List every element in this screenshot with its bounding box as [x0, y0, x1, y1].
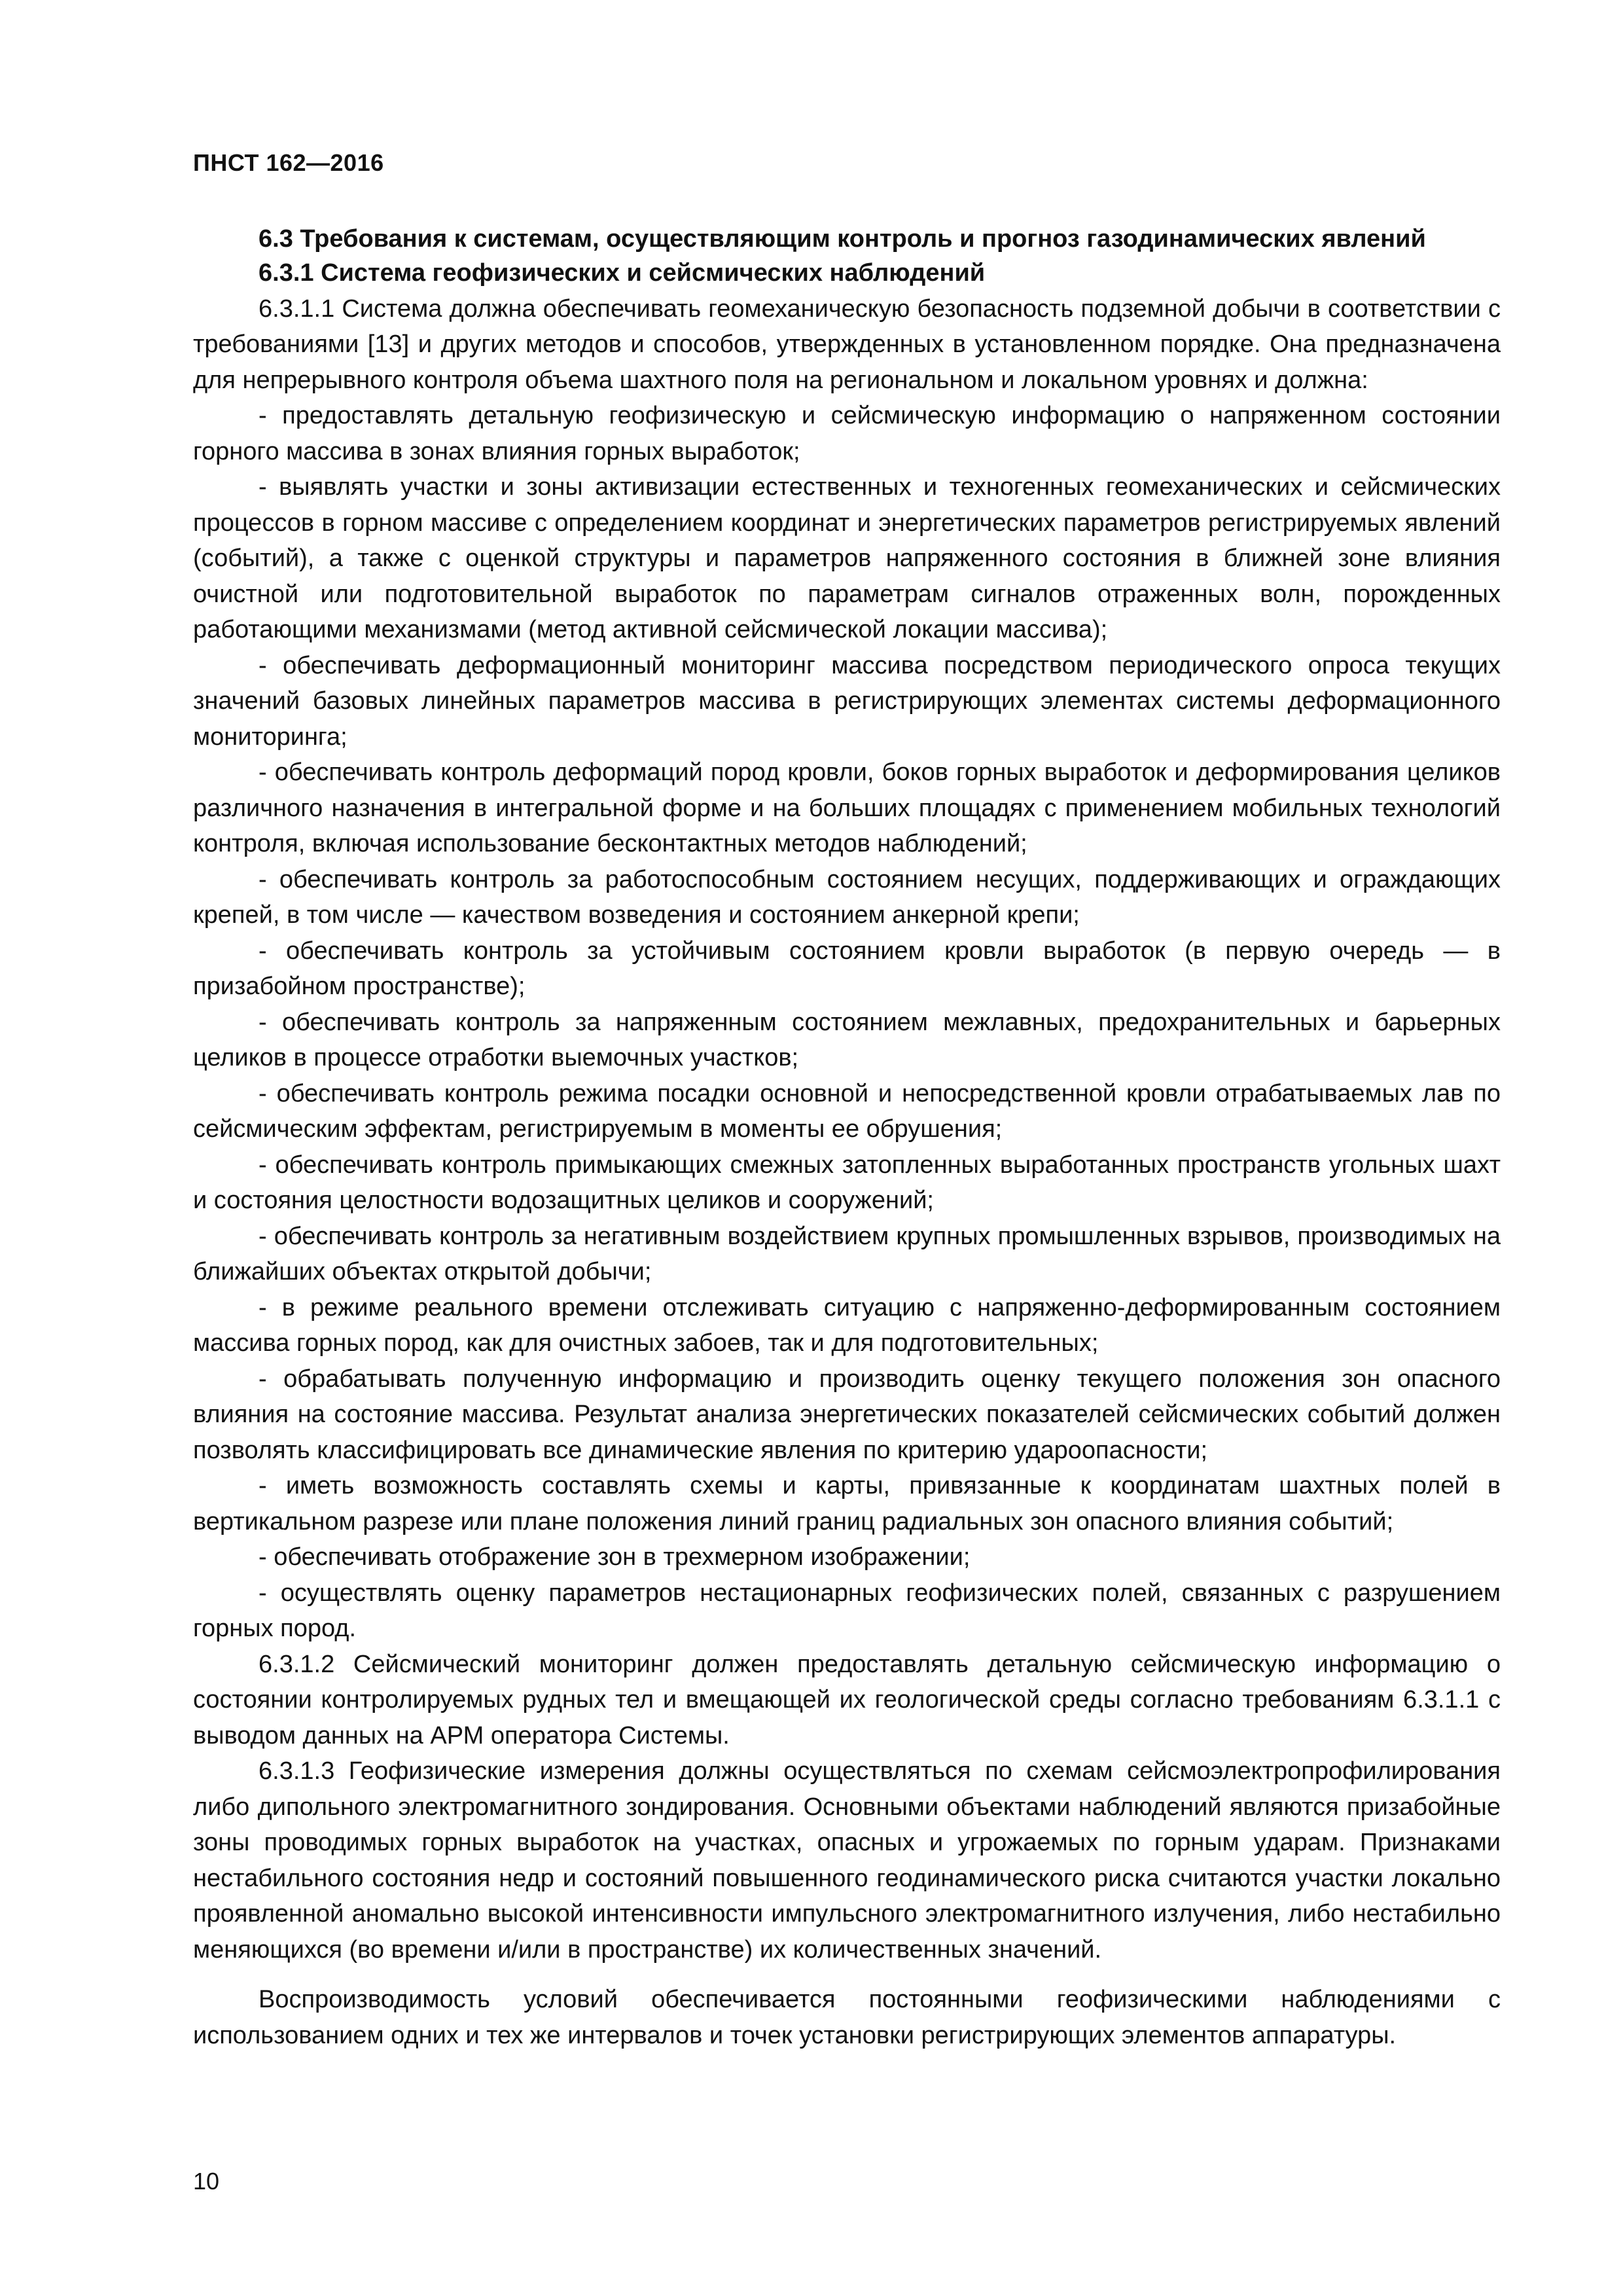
list-item: - в режиме реального времени отслеживать ситуацию с напряженно-деформированным состоянием массива горных пород, как для очистных забоев, так и для подготовительных; [193, 1293, 1501, 1357]
subsection-title: 6.3.1 Система геофизических и сейсмических наблюдений [259, 259, 986, 287]
list-item: - обеспечивать контроль деформаций пород кровли, боков горных выработок и деформирования целиков различного назначения в интегральной форме и на больших площадях с применением мобильных технологий контроля, включая использование бесконтактных методов наблюдений; [193, 759, 1501, 857]
paragraph-reproducibility: Воспроизводимость условий обеспечивается постоянными геофизическими наблюдениями с использованием одних и тех же интервалов и точек установки регистрирующих элементов аппаратуры. [193, 1986, 1501, 2049]
list-item: - обеспечивать контроль режима посадки основной и непосредственной кровли отрабатываемых лав по сейсмическим эффектам, регистрируемым в моменты ее обрушения; [193, 1079, 1501, 1143]
list-item: - обеспечивать контроль примыкающих смежных затопленных выработанных пространств угольных шахт и состояния целостности водозащитных целиков и сооружений; [193, 1151, 1501, 1214]
list-item: - обеспечивать деформационный мониторинг массива посредством периодического опроса текущих значений базовых линейных параметров массива в регистрирующих элементах системы деформационного мониторинга; [193, 651, 1501, 751]
paragraph-6-3-1-2: 6.3.1.2 Сейсмический мониторинг должен предоставлять детальную сейсмическую информацию о состоянии контролируемых рудных тел и вмещающей их геологической среды согласно требованиям 6.3.1.1 с выводом данных на АРМ оператора Системы. [193, 1650, 1501, 1749]
page-number: 10 [193, 2168, 220, 2195]
list-item: - обрабатывать полученную информацию и производить оценку текущего положения зон опасного влияния на состояние массива. Результат анализа энергетических показателей сейсмических событий должен позволять классифицировать все динамические явления по критерию удароопасности; [193, 1365, 1501, 1464]
list-item: - обеспечивать контроль за устойчивым состоянием кровли выработок (в первую очередь — в призабойном пространстве); [193, 937, 1501, 1000]
paragraph-6-3-1-1: 6.3.1.1 Система должна обеспечивать геомеханическую безопасность подземной добычи в соответствии с требованиями [13] и других методов и способов, утвержденных в установленном порядке. Она предназначена для непрерывного контроля объема шахтного поля на региональном и локальном уровнях и должна: [193, 295, 1501, 394]
list-item: - обеспечивать контроль за работоспособным состоянием несущих, поддерживающих и ограждающих крепей, в том числе — качеством возведения и состоянием анкерной крепи; [193, 865, 1501, 929]
list-item: - выявлять участки и зоны активизации естественных и техногенных геомеханических и сейсмических процессов в горном массиве с определением координат и энергетических параметров регистрируемых явлений (событий), а также с оценкой структуры и параметров напряженного состояния в ближней зоне влияния очистной или подготовительной выработок по параметрам сигналов отраженных волн, порожденных работающими механизмами (метод активной сейсмической локации массива); [193, 473, 1501, 643]
list-item: - иметь возможность составлять схемы и карты, привязанные к координатам шахтных полей в вертикальном разрезе или плане положения линий границ радиальных зон опасного влияния событий; [193, 1472, 1501, 1535]
list-item: - обеспечивать контроль за негативным воздействием крупных промышленных взрывов, производимых на ближайших объектах открытой добычи; [193, 1222, 1501, 1285]
list-item: - обеспечивать контроль за напряженным состоянием межлавных, предохранительных и барьерных целиков в процессе отработки выемочных участков; [193, 1008, 1501, 1071]
paragraph-6-3-1-3: 6.3.1.3 Геофизические измерения должны осуществляться по схемам сейсмоэлектропрофилирования либо дипольного электромагнитного зондирования. Основными объектами наблюдений являются призабойные зоны проводимых горных выработок на участках, опасных и угрожаемых по горным ударам. Признаками нестабильного состояния недр и состояний повышенного геодинамического риска считаются участки локально проявленной аномально высокой интенсивности импульсного электромагнитного излучения, либо нестабильно меняющихся (во времени и/или в пространстве) их количественных значений. [193, 1757, 1501, 1964]
document-code-header: ПНСТ 162—2016 [193, 149, 384, 176]
section-title: 6.3 Требования к системам, осуществляющим контроль и прогноз газодинамических явлений [259, 225, 1426, 253]
list-item: - предоставлять детальную геофизическую и сейсмическую информацию о напряженном состоянии горного массива в зонах влияния горных выработок; [193, 402, 1501, 465]
list-item: - осуществлять оценку параметров нестационарных геофизических полей, связанных с разрушением горных пород. [193, 1579, 1501, 1642]
list-item: - обеспечивать отображение зон в трехмерном изображении; [259, 1543, 971, 1571]
page-body [193, 223, 1501, 2053]
